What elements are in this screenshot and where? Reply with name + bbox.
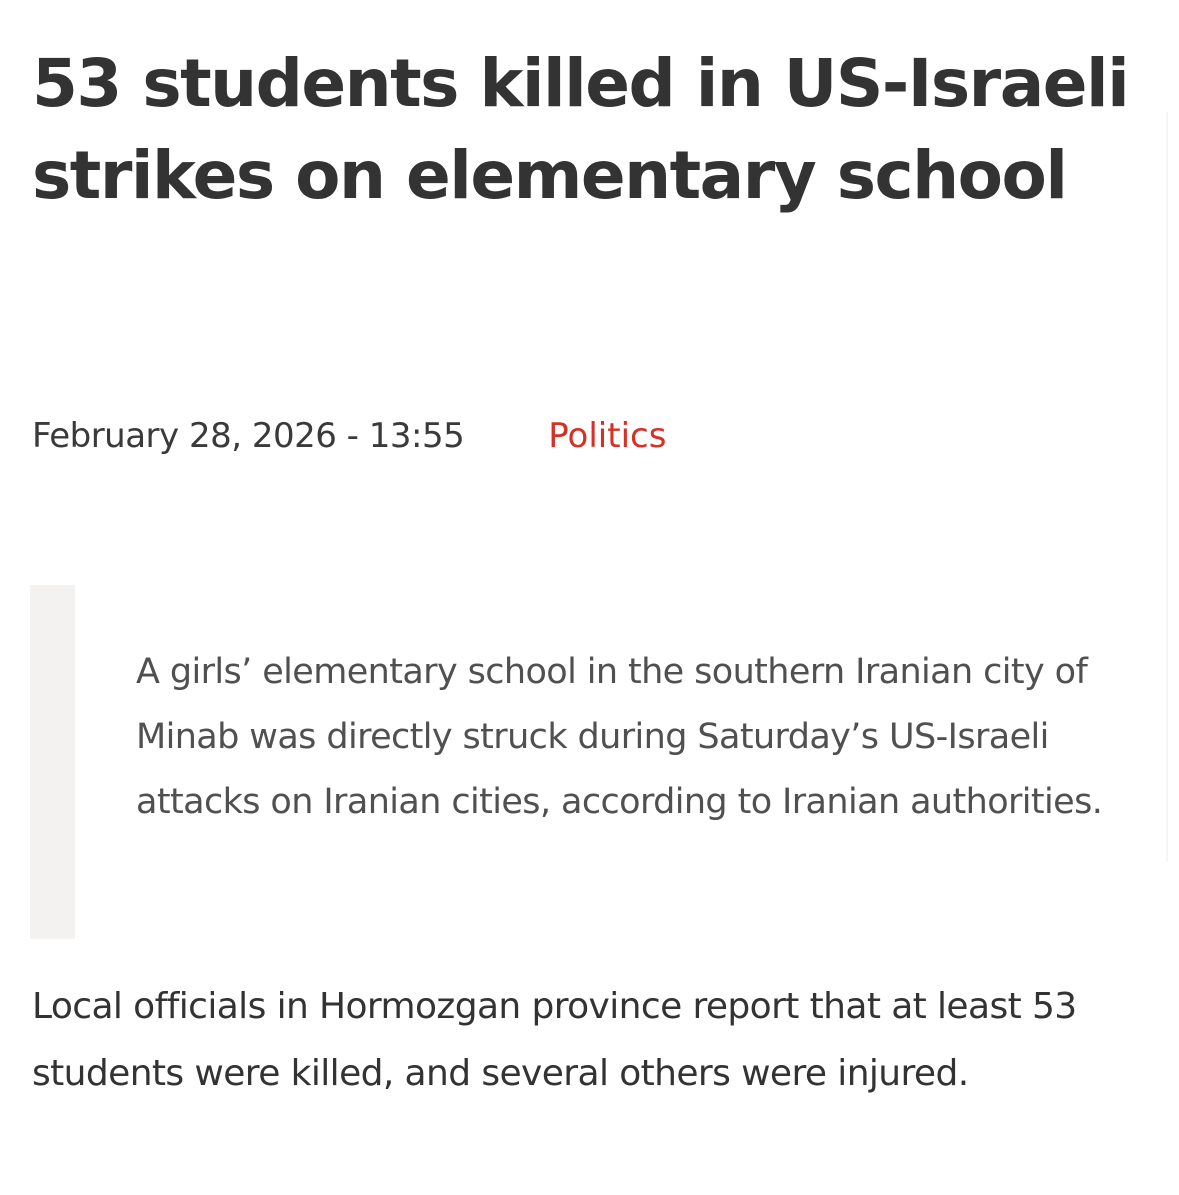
article-paragraph: Local officials in Hormozgan province report that at least 53 students were killed, and several others were injured. bbox=[32, 986, 1077, 1094]
article-headline: 53 students killed in US-Israeli strikes on elementary school bbox=[32, 45, 1129, 214]
blockquote-text: A girls’ elementary school in the southern Iranian city of Minab was directly struck during Saturday’s US-Israeli attacks on Iranian cities, according to Iranian authorities. bbox=[136, 652, 1103, 822]
page-edge-divider bbox=[1166, 112, 1168, 862]
article-meta bbox=[32, 412, 666, 460]
publish-date: February 28, 2026 - 13:55 bbox=[32, 416, 465, 456]
blockquote-bar bbox=[30, 585, 75, 939]
category-link[interactable]: Politics bbox=[548, 416, 667, 456]
